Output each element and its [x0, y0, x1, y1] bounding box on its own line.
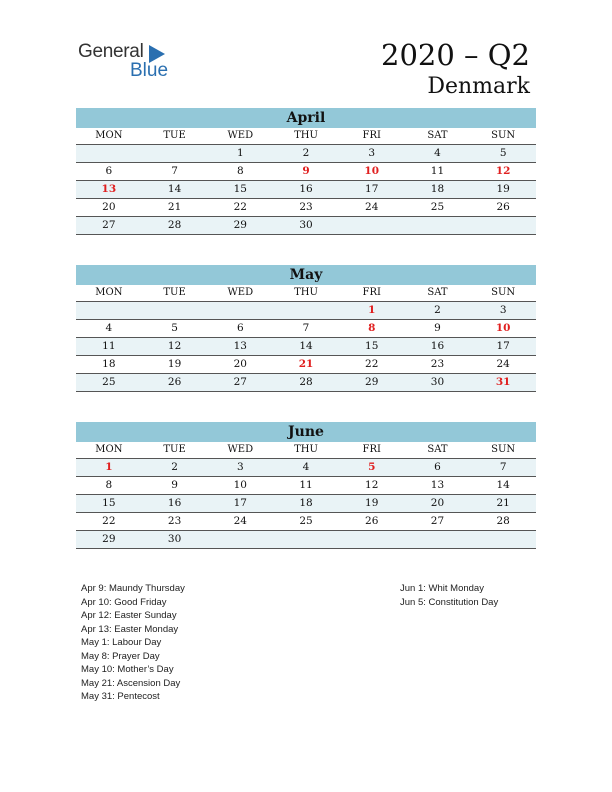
day-cell: 27	[233, 376, 247, 388]
week-row	[76, 513, 536, 531]
day-cell	[405, 531, 471, 548]
day-cell: 2	[171, 461, 178, 473]
day-cell: 20	[430, 497, 445, 509]
day-cell: 2	[302, 147, 310, 159]
day-cell: 15	[233, 183, 247, 195]
day-cell: 11	[430, 165, 445, 177]
day-cell: 5	[171, 322, 178, 334]
weekday-label: FRI	[362, 444, 381, 455]
holiday-entry: May 1: Labour Day	[81, 637, 162, 648]
day-cell: 6	[236, 322, 244, 334]
week-row	[76, 477, 536, 495]
day-cell	[470, 217, 536, 234]
day-cell: 26	[167, 376, 182, 388]
weekday-label: MON	[95, 287, 123, 298]
weekday-label: TUE	[163, 444, 186, 455]
weekday-header-row	[76, 128, 536, 145]
day-cell: 22	[233, 201, 247, 213]
week-row	[76, 145, 536, 163]
weekday-label: SAT	[427, 130, 448, 141]
day-cell: 3	[236, 461, 244, 473]
weekday-label: WED	[227, 444, 254, 455]
weekday-label: SUN	[491, 444, 516, 455]
day-cell: 20	[233, 358, 247, 370]
day-cell: 13	[233, 340, 247, 352]
week-row	[76, 338, 536, 356]
day-cell: 24	[496, 358, 510, 370]
day-cell: 14	[167, 183, 182, 195]
day-cell: 18	[102, 358, 116, 370]
week-row	[76, 320, 536, 338]
day-cell: 23	[299, 201, 313, 213]
day-cell: 4	[302, 461, 310, 473]
day-cell: 29	[365, 376, 379, 388]
day-cell	[339, 217, 405, 234]
holiday-entry: May 21: Ascension Day	[81, 677, 181, 689]
day-cell: 30	[299, 219, 313, 231]
day-cell	[273, 531, 339, 548]
holiday-entry: Jun 1: Whit Monday	[400, 583, 484, 594]
month-header: April	[76, 108, 536, 128]
week-row	[76, 181, 536, 199]
week-row	[76, 356, 536, 374]
day-cell: 28	[167, 219, 182, 231]
month-june	[76, 422, 536, 549]
day-cell: 28	[496, 515, 510, 527]
day-cell: 15	[365, 340, 379, 352]
week-row	[76, 199, 536, 217]
holiday-day-cell: 1	[105, 461, 113, 473]
day-cell: 2	[434, 304, 441, 316]
holiday-list-left	[81, 582, 185, 704]
day-cell	[142, 302, 208, 319]
day-cell: 5	[499, 147, 507, 159]
weekday-label: THU	[294, 287, 318, 298]
weekday-label: SUN	[491, 130, 516, 141]
holiday-day-cell: 31	[495, 376, 511, 388]
month-april	[76, 108, 536, 235]
week-row	[76, 302, 536, 320]
day-cell: 13	[430, 479, 445, 491]
day-cell: 7	[499, 461, 507, 473]
holiday-day-cell: 21	[298, 358, 314, 370]
day-cell: 18	[299, 497, 313, 509]
day-cell: 26	[496, 201, 510, 213]
week-row	[76, 217, 536, 235]
day-cell: 30	[167, 533, 182, 545]
day-cell: 17	[365, 183, 379, 195]
logo-flag-icon	[149, 45, 165, 63]
day-cell: 24	[365, 201, 379, 213]
day-cell: 11	[299, 479, 313, 491]
weekday-label: MON	[95, 444, 123, 455]
day-cell: 3	[368, 147, 376, 159]
day-cell: 24	[233, 515, 247, 527]
holiday-day-cell: 9	[302, 165, 310, 177]
holiday-entry: Jun 5: Constitution Day	[400, 596, 499, 608]
day-cell: 16	[430, 340, 445, 352]
day-cell: 30	[430, 376, 445, 388]
day-cell: 9	[171, 479, 178, 491]
holiday-day-cell: 13	[101, 183, 117, 195]
day-cell	[273, 302, 339, 319]
weekday-label: SAT	[427, 444, 448, 455]
day-cell: 29	[102, 533, 116, 545]
day-cell: 23	[167, 515, 182, 527]
day-cell: 26	[365, 515, 379, 527]
day-cell: 8	[236, 165, 244, 177]
weekday-label: MON	[95, 130, 123, 141]
weekday-label: TUE	[163, 130, 186, 141]
holiday-entry: Apr 9: Maundy Thursday	[81, 583, 185, 594]
weekday-label: THU	[294, 444, 318, 455]
day-cell: 21	[167, 201, 182, 213]
holiday-entry: Apr 10: Good Friday	[81, 596, 167, 608]
day-cell	[76, 145, 142, 162]
day-cell: 19	[496, 183, 510, 195]
day-cell: 12	[365, 479, 379, 491]
day-cell: 29	[233, 219, 247, 231]
weekday-label: WED	[227, 130, 254, 141]
holiday-entry: Apr 12: Easter Sunday	[81, 610, 177, 621]
weekday-header-row	[76, 442, 536, 459]
day-cell: 27	[430, 515, 445, 527]
logo-text-blue: Blue	[130, 60, 169, 81]
holiday-entry: May 8: Prayer Day	[81, 650, 160, 662]
week-row	[76, 459, 536, 477]
day-cell: 19	[365, 497, 379, 509]
week-row	[76, 163, 536, 181]
day-cell: 4	[105, 322, 113, 334]
day-cell: 15	[102, 497, 116, 509]
day-cell: 9	[434, 322, 441, 334]
weekday-label: SAT	[427, 287, 448, 298]
day-cell: 3	[499, 304, 507, 316]
day-cell: 20	[102, 201, 116, 213]
day-cell	[470, 531, 536, 548]
day-cell: 16	[299, 183, 313, 195]
holiday-entry: May 31: Pentecost	[81, 691, 160, 702]
day-cell	[405, 217, 471, 234]
holiday-entry: Apr 13: Easter Monday	[81, 623, 179, 635]
day-cell: 16	[167, 497, 182, 509]
day-cell: 23	[430, 358, 445, 370]
day-cell	[339, 531, 405, 548]
week-row	[76, 495, 536, 513]
day-cell: 22	[365, 358, 379, 370]
holiday-day-cell: 8	[368, 322, 376, 334]
weekday-label: SUN	[491, 287, 516, 298]
holiday-day-cell: 10	[364, 165, 380, 177]
day-cell: 27	[102, 219, 116, 231]
holiday-list-right	[400, 582, 498, 609]
day-cell: 11	[102, 340, 116, 352]
day-cell: 25	[102, 376, 116, 388]
day-cell: 7	[302, 322, 310, 334]
page-title: 2020 – Q2	[381, 38, 530, 72]
day-cell	[76, 302, 142, 319]
day-cell	[207, 302, 273, 319]
day-cell: 8	[105, 479, 113, 491]
logo-text-general: General	[78, 41, 144, 62]
weekday-header-row	[76, 285, 536, 302]
day-cell: 28	[299, 376, 313, 388]
day-cell	[207, 531, 273, 548]
day-cell: 7	[171, 165, 178, 177]
day-cell: 1	[236, 147, 244, 159]
country-name: Denmark	[427, 74, 530, 99]
month-header: May	[76, 265, 536, 285]
holiday-day-cell: 1	[368, 304, 376, 316]
month-may	[76, 265, 536, 392]
day-cell: 14	[299, 340, 313, 352]
day-cell: 4	[434, 147, 441, 159]
holiday-day-cell: 5	[368, 461, 376, 473]
day-cell: 19	[167, 358, 182, 370]
month-header: June	[76, 422, 536, 442]
day-cell: 12	[167, 340, 182, 352]
day-cell: 6	[434, 461, 441, 473]
week-row	[76, 374, 536, 392]
day-cell: 21	[496, 497, 510, 509]
week-row	[76, 531, 536, 549]
day-cell	[142, 145, 208, 162]
day-cell: 17	[233, 497, 247, 509]
weekday-label: FRI	[362, 287, 381, 298]
day-cell: 25	[430, 201, 445, 213]
day-cell: 25	[299, 515, 313, 527]
day-cell: 6	[105, 165, 113, 177]
holiday-entry: May 10: Mother’s Day	[81, 664, 174, 675]
day-cell: 14	[496, 479, 510, 491]
holiday-day-cell: 10	[495, 322, 511, 334]
weekday-label: FRI	[362, 130, 381, 141]
logo	[78, 42, 168, 80]
day-cell: 10	[233, 479, 247, 491]
weekday-label: TUE	[163, 287, 186, 298]
day-cell: 17	[496, 340, 510, 352]
day-cell: 22	[102, 515, 116, 527]
holiday-day-cell: 12	[495, 165, 511, 177]
weekday-label: WED	[227, 287, 254, 298]
day-cell: 18	[430, 183, 445, 195]
weekday-label: THU	[294, 130, 318, 141]
